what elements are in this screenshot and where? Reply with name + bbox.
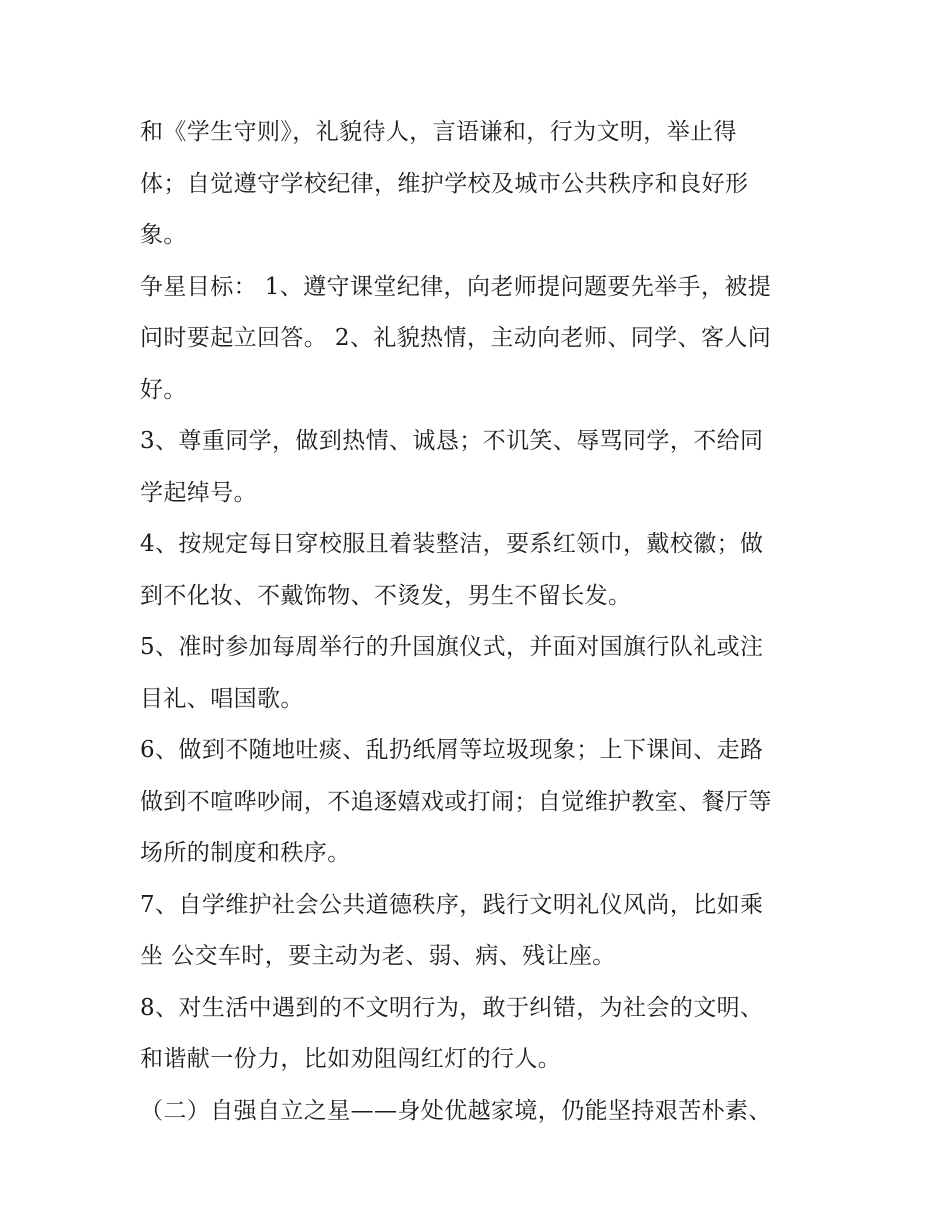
- text-line: 和《学生守则》，礼貌待人，言语谦和，行为文明，举止得: [140, 119, 737, 145]
- text-line: 争星目标： 1、遵守课堂纪律，向老师提问题要先举手，被提: [140, 273, 772, 300]
- text-line: 8、对生活中遇到的不文明行为，敢于纠错，为社会的文明、: [140, 994, 764, 1021]
- document-body: [140, 107, 830, 1137]
- text-line: 7、自学维护社会公共道德秩序，践行文明礼仪风尚，比如乘: [140, 891, 764, 918]
- text-line: 坐 公交车时，要主动为老、弱、病、残让座。: [140, 943, 616, 969]
- text-line: 场所的制度和秩序。: [140, 840, 351, 866]
- text-line: 体；自觉遵守学校纪律，维护学校及城市公共秩序和良好形: [140, 170, 749, 197]
- text-line: 5、准时参加每周举行的升国旗仪式，并面对国旗行队礼或注: [140, 634, 764, 660]
- text-line: 做到不喧哗吵闹，不追逐嬉戏或打闹；自觉维护教室、餐厅等: [140, 788, 772, 815]
- text-line: 3、尊重同学，做到热情、诚恳；不讥笑、辱骂同学，不给同: [140, 428, 764, 454]
- text-line: 象。: [140, 222, 187, 248]
- text-line: 6、做到不随地吐痰、乱扔纸屑等垃圾现象；上下课间、走路: [140, 737, 764, 763]
- text-line: 4、按规定每日穿校服且着装整洁，要系红领巾，戴校徽；做: [140, 531, 764, 557]
- text-line: 目礼、唱国歌。: [140, 685, 304, 712]
- text-line: 和谐献一份力，比如劝阻闯红灯的行人。: [140, 1046, 562, 1072]
- text-line: 学起绰号。: [140, 479, 257, 506]
- text-line: 好。: [140, 376, 187, 403]
- text-line: 问时要起立回答。 2、礼貌热情，主动向老师、同学、客人问: [140, 325, 772, 351]
- text-line: 到不化妆、不戴饰物、不烫发，男生不留长发。: [140, 582, 632, 609]
- text-line: （二）自强自立之星——身处优越家境，仍能坚持艰苦朴素、: [140, 1097, 772, 1124]
